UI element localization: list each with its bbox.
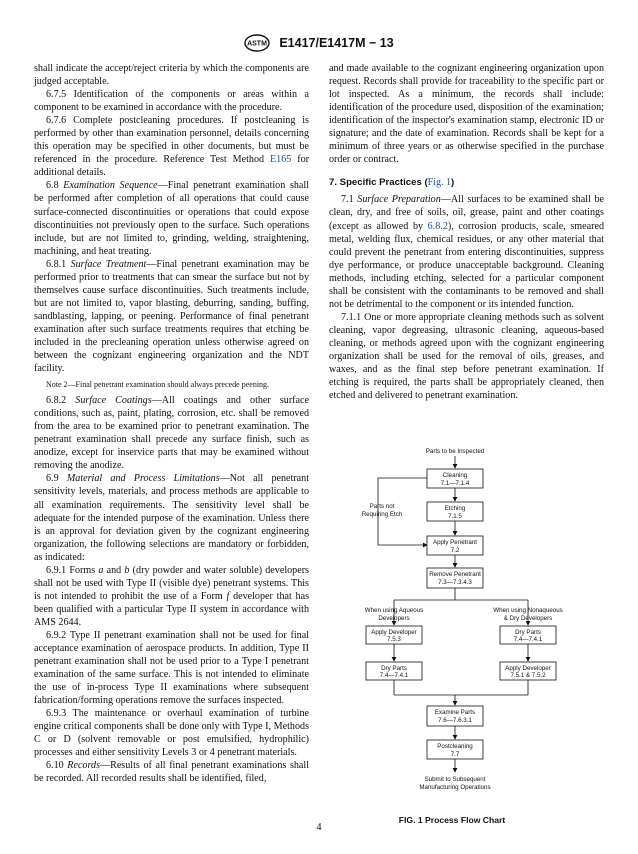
flow-box-apply-developer-nonaqueous: [500, 662, 556, 680]
paragraph-records-cont: and made available to the cognizant engineering organization upon request. Records shall provide for traceability to the specific part or lot inspected. As a minimum, the records shall include: identification of the procedure used, disposition of the examination; identification of the inspector's examination stamp, electronic ID or signature; and the date of examination. Records shall be kept for a minimum of three years or as otherwise specified in the purchase order or contract.: [329, 63, 604, 166]
paragraph-7-1-1: 7.1.1 One or more appropriate cleaning methods such as solvent cleaning, vapor degreasing, ultrasonic cleaning, aqueous-based cleaning, or methods agreed upon with the cognizant engineering organization shall be used for the removal of oils, greases, and waxes, and as the final step before penetrant examination. If etching is required, the parts shall be appropriately cleaned, then etched and delivered to penetrant examination.: [329, 311, 604, 402]
paragraph-6-8-2: 6.8.2 Surface Coatings—All coatings and other surface conditions, such as, paint, plating, corrosion, etc. shall be removed from the area to be examined prior to penetrant examination. The penetrant examination shall precede any surface finish, such as anodize, except for inservice parts that may be examined without removing the anodize.: [34, 395, 309, 472]
svg-text:7.7: 7.7: [450, 751, 460, 758]
svg-text:Remove Penetrant: Remove Penetrant: [429, 571, 481, 578]
standard-designation: E1417/E1417M − 13: [279, 36, 394, 51]
page-number: 4: [316, 822, 322, 833]
svg-text:7.3—7.3.4.3: 7.3—7.3.4.3: [438, 579, 472, 586]
note-2: Note 2—Final penetrant examination should always precede peening.: [46, 380, 270, 390]
svg-text:Examine Parts: Examine Parts: [434, 709, 476, 716]
svg-text:Dry Parts: Dry Parts: [381, 665, 407, 672]
flow-box-cleaning: [427, 469, 483, 488]
flow-box-apply-penetrant: [427, 536, 483, 555]
svg-text:Requiring Etch: Requiring Etch: [361, 511, 403, 518]
svg-text:7.5.3: 7.5.3: [387, 636, 401, 643]
flow-box-dry-parts-aqueous: [366, 662, 422, 680]
svg-text:Apply Developer: Apply Developer: [371, 629, 417, 636]
svg-text:Developers: Developers: [378, 615, 410, 622]
astm-logo-icon: [244, 34, 270, 52]
svg-text:& Dry Developers: & Dry Developers: [503, 615, 553, 622]
paragraph-7-1: 7.1 Surface Preparation—All surfaces to be examined shall be clean, dry, and free of soils, oil, grease, paint and other coatings (except as allowed by 6.8.2), corrosion products, scale, smeared metal, welding flux, chemical residues, or any other material that could prevent the penetrant from entering discontinuities, suppress dye performance, or produce unacceptable background. Cleaning methods, including etching, selected for a particular component shall be consistent with the contaminants to be removed and shall not be detrimental to the component or its intended function.: [329, 194, 604, 310]
paragraph-6-9-2: 6.9.2 Type II penetrant examination shall not be used for final acceptance examination of aerospace products. In addition, Type II penetrant examination shall not be used prior to a Type I penetrant examination of the same surface. This is not intended to eliminate the use of in-process Type II examinations where subsequent fabrication/forming operations remove the surfaces inspected.: [34, 629, 309, 707]
paragraph-6-7-5: 6.7.5 Identification of the components or areas within a component to be examined in accordance with the procedure.: [34, 89, 309, 114]
paragraph-6-8-1: 6.8.1 Surface Treatment—Final penetrant examination may be performed prior to treatments that can smear the surface but not by themselves cause surface discontinuities. Such treatments include, but are not limited to, vapor blasting, deburring, sanding, buffing, sandblasting, lapping, or peening. Performance of final penetrant examination after such surface treatments requires that etching be included in the precleaning operation unless otherwise agreed on between the cognizant engineering organization and the NDT facility.: [34, 258, 309, 375]
svg-text:Postcleaning: Postcleaning: [437, 743, 473, 750]
svg-text:Manufacturing Operations: Manufacturing Operations: [419, 784, 491, 791]
flow-box-apply-developer-aqueous: [366, 626, 422, 644]
paragraph-6-9-1: 6.9.1 Forms a and b (dry powder and water soluble) developers shall not be used with Type II (visible dye) penetrant systems. This is not intended to prohibit the use of a Form f developer that has been qualified with a particular Type II system in accordance with AMS 2644.: [34, 564, 309, 628]
svg-text:Etching: Etching: [444, 505, 466, 512]
page-header: [0, 34, 638, 52]
svg-text:7.4—7.4.1: 7.4—7.4.1: [513, 636, 543, 643]
svg-text:Dry Parts: Dry Parts: [515, 629, 541, 636]
link-fig-1[interactable]: Fig. 1: [427, 177, 451, 189]
svg-text:ASTM: ASTM: [247, 40, 268, 48]
link-6-8-2[interactable]: 6.8.2: [427, 220, 448, 232]
process-flow-chart: [358, 444, 618, 810]
left-column: [34, 62, 309, 786]
flow-box-dry-parts-nonaqueous: [500, 626, 556, 644]
svg-text:Apply Developer: Apply Developer: [505, 665, 551, 672]
flow-box-postcleaning: [427, 740, 483, 759]
link-e165[interactable]: E165: [269, 154, 292, 166]
svg-text:7.2: 7.2: [450, 547, 460, 554]
svg-text:7.1.5: 7.1.5: [448, 513, 462, 520]
flow-box-etching: [427, 502, 483, 521]
paragraph-6-8: 6.8 Examination Sequence—Final penetrant examination shall be performed after completion of all operations that could cause surface-connected discontinuities or operations that could expose discontinuities not previously open to the surface. Such operations include, but are not limited to, grinding, welding, straightening, machining, and heat treating.: [34, 180, 310, 257]
right-column: [329, 62, 604, 402]
flow-start-label: Parts to be Inspected: [425, 448, 485, 455]
flow-aqueous-label: When using Aqueous: [364, 607, 424, 614]
svg-text:7.1—7.1.4: 7.1—7.1.4: [440, 480, 470, 487]
svg-text:7.5.1 & 7.5.2: 7.5.1 & 7.5.2: [510, 672, 546, 679]
svg-text:7.6—7.6.3.1: 7.6—7.6.3.1: [438, 717, 472, 724]
paragraph: shall indicate the accept/reject criteria by which the components are judged acceptable.: [34, 63, 309, 88]
svg-text:Apply Penetrant: Apply Penetrant: [432, 539, 478, 546]
paragraph-6-9-3: 6.9.3 The maintenance or overhaul examination of turbine engine critical components shall be done only with Type I, Methods C or D (solvent removable or post emulsified, hydrophilic) processes and either sensitivity Levels 3 or 4 penetrant materials.: [34, 708, 309, 759]
svg-text:Cleaning: Cleaning: [442, 472, 468, 479]
flow-end-label: Submit to Subsequent: [424, 776, 486, 783]
paragraph-6-10: 6.10 Records—Results of all final penetrant examinations shall be recorded. All recorded results shall be identified, filed,: [34, 760, 310, 785]
flow-box-remove-penetrant: [427, 568, 483, 588]
section-heading-7: 7. Specific Practices (Fig. 1): [329, 177, 455, 189]
flow-nonaqueous-label: When using Nonaqueous: [493, 607, 563, 614]
paragraph-6-9: 6.9 Material and Process Limitations—Not all penetrant sensitivity levels, materials, and process methods are applicable to all examination requirements. The sensitivity level shall be adequate for the intended purpose of the examination. Unless there is an approval for deviation given by the cognizant engineering organization, the following selections are mandatory or forbidden, as indicated:: [34, 473, 309, 563]
svg-text:7.4—7.4.1: 7.4—7.4.1: [379, 672, 409, 679]
figure-caption: FIG. 1 Process Flow Chart: [398, 815, 506, 825]
flow-box-examine-parts: [427, 706, 483, 726]
flow-bypass-label: Parts not: [369, 503, 395, 510]
paragraph-6-7-6: 6.7.6 Complete postcleaning procedures. If postcleaning is performed by other than examination personnel, details concerning this operation may be specified in other documents, but must be referenced in the procedure. Reference Test Method E165 for additional details.: [34, 115, 310, 179]
